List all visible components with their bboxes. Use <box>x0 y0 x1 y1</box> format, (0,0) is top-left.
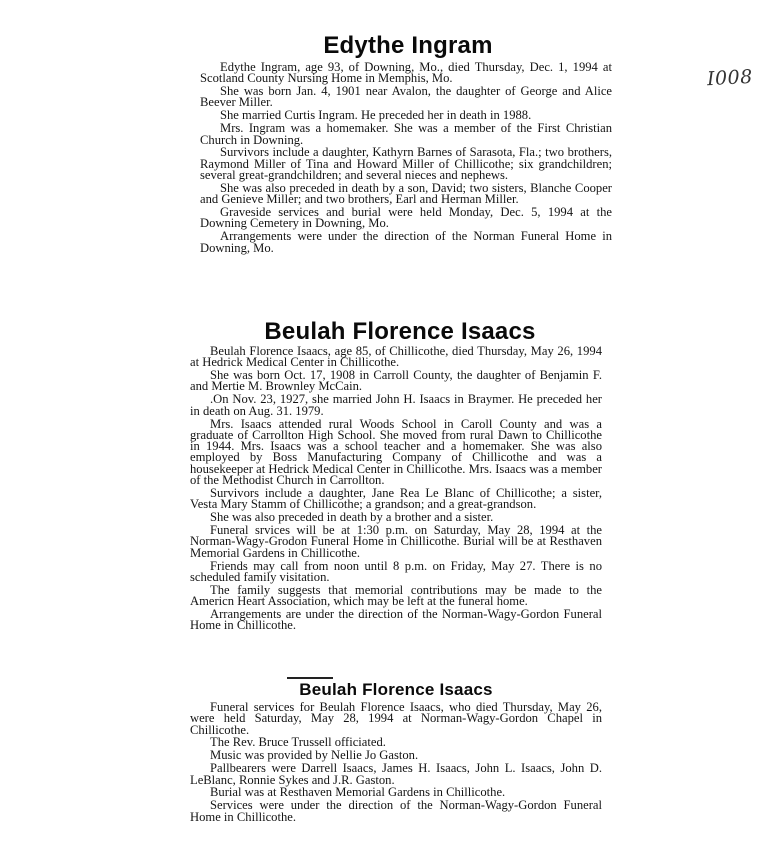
paragraph: Pallbearers were Darrell Isaacs, James H. Isaacs, John L. Isaacs, John D. LeBlanc, Ronnie Sykes and J.R. Gaston. <box>190 761 602 787</box>
notice-title: Beulah Florence Isaacs <box>299 680 493 699</box>
paragraph: She was born Oct. 17, 1908 in Carroll County, the daughter of Benjamin F. and Mertie M. Brownley McCain. <box>190 368 602 394</box>
paragraph: The family suggests that memorial contributions may be made to the Americn Heart Association, which may be left at the funeral home. <box>190 582 602 608</box>
obituary-title: Beulah Florence Isaacs <box>264 318 536 345</box>
paragraph: Edythe Ingram, age 93, of Downing, Mo., died Thursday, Dec. 1, 1994 at Scotland County Nursing Home in Memphis, Mo. <box>200 60 612 86</box>
paragraph: Beulah Florence Isaacs, age 85, of Chillicothe, died Thursday, May 26, 1994 at Hedrick Medical Center in Chillicothe. <box>190 344 602 370</box>
paragraph: Music was provided by Nellie Jo Gaston. <box>210 748 419 763</box>
paragraph: Friends may call from noon until 8 p.m. on Friday, May 27. There is no scheduled family visitation. <box>190 558 602 584</box>
obituary-body <box>190 346 602 633</box>
paragraph: Survivors include a daughter, Jane Rea Le Blanc of Chillicothe; a sister, Vesta Mary Stamm of Chillicothe; a grandson; and a great-grandson. <box>190 485 602 512</box>
paragraph: Funeral services for Beulah Florence Isaacs, who died Thursday, May 26, were held Saturday, May 28, 1994 at Norman-Wagy-Gordon Chapel in Chillicothe. <box>190 700 602 737</box>
paragraph: Survivors include a daughter, Kathyrn Barnes of Sarasota, Fla.; two brothers, Raymond Miller of Tina and Howard Miller of Chillicothe; six grandchildren; several great-grandchildren; and several nieces and nephews. <box>200 145 612 183</box>
paragraph: She married Curtis Ingram. He preceded her in death in 1988. <box>220 108 532 123</box>
paragraph: Services were under the direction of the Norman-Wagy-Gordon Funeral Home in Chillicothe. <box>190 798 602 824</box>
paragraph: She was also preceded in death by a son, David; two sisters, Blanche Cooper and Genieve Miller; and two brothers, Earl and Herman Miller. <box>200 180 612 207</box>
paragraph: Funeral srvices will be at 1:30 p.m. on Saturday, May 28, 1994 at the Norman-Wagy-Grodon Funeral Home in Chillicothe. Burial will be at Resthaven Memorial Gardens in Chillicothe. <box>190 523 602 560</box>
paragraph: Mrs. Isaacs attended rural Woods School in Caroll County and was a graduate of Carrollton High School. She moved from rural Dawn to Chillicothe in 1944. Mrs. Isaacs was a school teacher and a homemaker. She was also employed by Boss Manufacturing Company of Chillicothe and was a housekeeper at Hedrick Medical Center in Chillicothe. Mrs. Isaacs was a member of the Methodist Church in Carrollton. <box>190 416 602 488</box>
paragraph: .On Nov. 23, 1927, she married John H. Isaacs in Braymer. He preceded her in death on Aug. 31. 1979. <box>190 392 602 418</box>
pen-underline-mark <box>287 677 333 679</box>
paragraph: She was born Jan. 4, 1901 near Avalon, the daughter of George and Alice Beever Miller. <box>200 84 612 110</box>
paragraph: Mrs. Ingram was a homemaker. She was a member of the First Christian Church in Downing. <box>200 121 612 147</box>
paragraph: Burial was at Resthaven Memorial Gardens in Chillicothe. <box>210 785 506 800</box>
paragraph: She was also preceded in death by a brother and a sister. <box>210 510 494 525</box>
paragraph: Arrangements were under the direction of the Norman Funeral Home in Downing, Mo. <box>200 229 612 255</box>
paragraph: The Rev. Bruce Trussell officiated. <box>210 735 386 750</box>
paragraph: Arrangements are under the direction of the Norman-Wagy-Gordon Funeral Home in Chillicothe. <box>190 606 602 633</box>
handwritten-archive-note: I008 <box>706 65 754 91</box>
obituary-body <box>200 62 612 256</box>
paragraph: Graveside services and burial were held Monday, Dec. 5, 1994 at the Downing Cemetery in Downing, Mo. <box>200 205 612 231</box>
notice-body <box>190 702 602 825</box>
obituary-title: Edythe Ingram <box>323 32 493 59</box>
